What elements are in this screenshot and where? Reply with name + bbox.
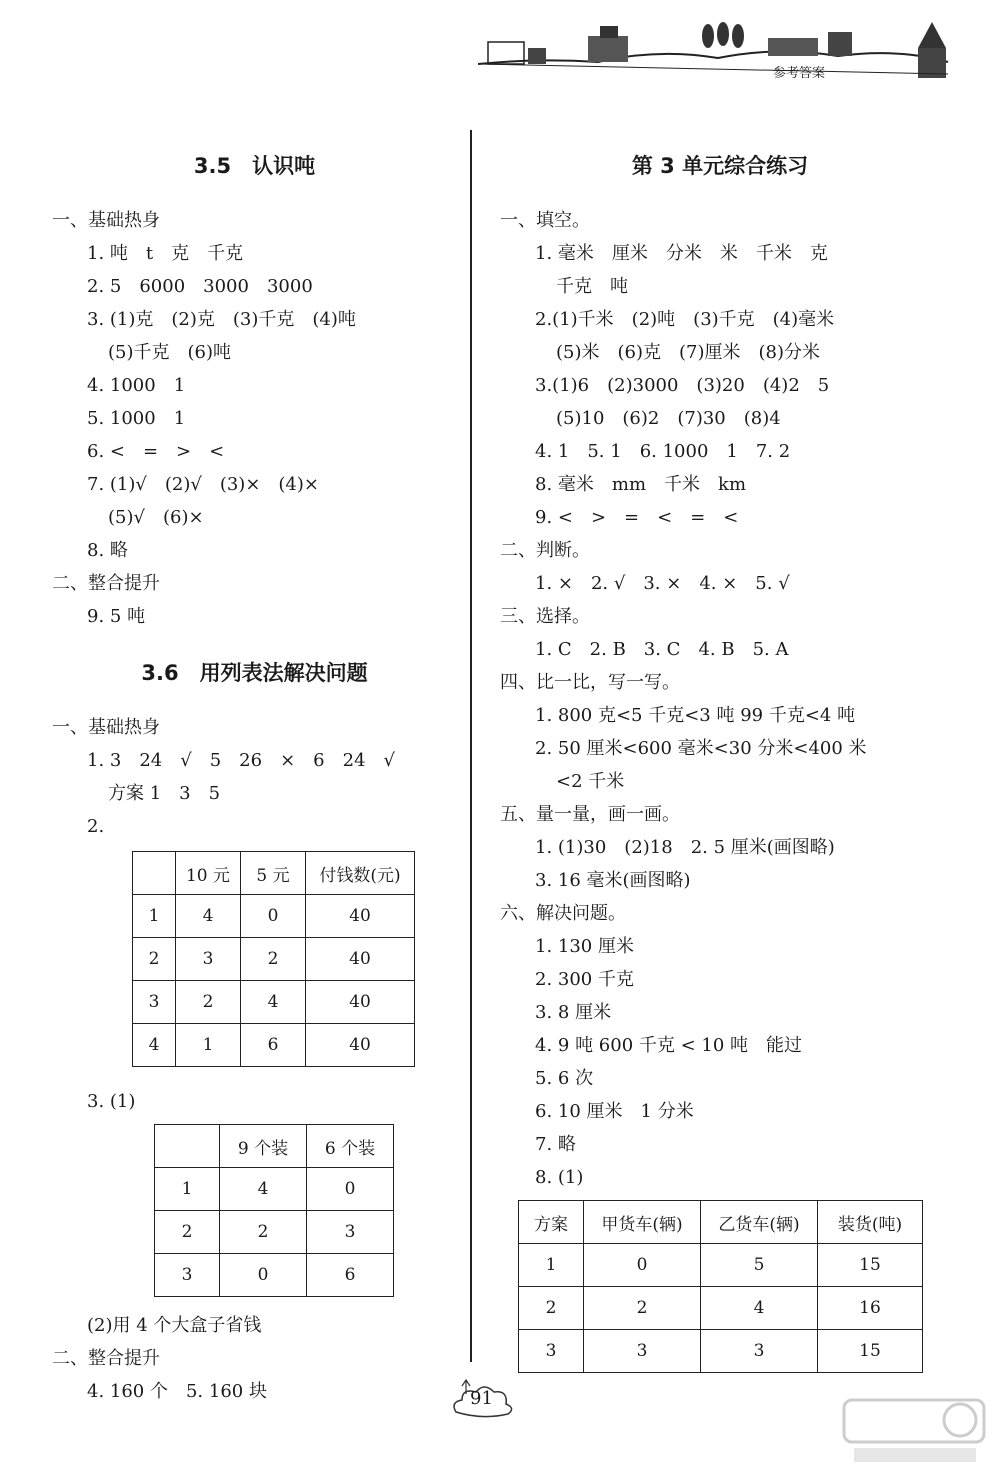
answer-line: 7. (1)√ (2)√ (3)× (4)× [87, 474, 319, 495]
table-header-row [133, 852, 415, 895]
answer-line: 1. 3 24 √ 5 26 × 6 24 √ [87, 750, 395, 771]
table-cell: 0 [307, 1168, 394, 1211]
section-3-6-answers-cont [52, 1309, 457, 1408]
table-cell: 0 [584, 1244, 701, 1287]
table-cell: 2 [584, 1287, 701, 1330]
table-cell: 40 [306, 938, 415, 981]
box-pack-table [154, 1124, 394, 1297]
table-cell: 5 [701, 1244, 818, 1287]
answer-line: <2 千米 [556, 771, 625, 792]
table-row [519, 1287, 923, 1330]
answer-line: 二、判断。 [500, 540, 590, 561]
watermark-logo [840, 1392, 990, 1472]
table-cell: 6 [241, 1024, 306, 1067]
answer-line: 6. 10 厘米 1 分米 [535, 1101, 694, 1122]
answer-line: 2. [87, 816, 105, 837]
header-label: 参考答案 [773, 66, 826, 81]
table-cell: 方案 [519, 1201, 584, 1244]
answer-line: 2. 300 千克 [535, 969, 634, 990]
answer-line: 1. 130 厘米 [535, 936, 634, 957]
answer-line: 1. 吨 t 克 千克 [87, 243, 244, 264]
answer-line: 2. 50 厘米<600 毫米<30 分米<400 米 [535, 738, 867, 759]
table-cell: 40 [306, 1024, 415, 1067]
table-cell: 2 [519, 1287, 584, 1330]
left-column [52, 140, 457, 1408]
table-cell: 3 [701, 1330, 818, 1373]
answer-line: 六、解决问题。 [500, 903, 626, 924]
table-cell: 6 个装 [307, 1125, 394, 1168]
table-row [155, 1211, 394, 1254]
table-cell: 3 [584, 1330, 701, 1373]
table-row [133, 895, 415, 938]
answer-line: 一、填空。 [500, 210, 590, 231]
table-cell: 3 [155, 1254, 220, 1297]
table-row [155, 1254, 394, 1297]
section-title-3-5: 3.5 认识吨 [193, 154, 316, 178]
table-cell: 4 [133, 1024, 176, 1067]
answer-line: 3. (1)克 (2)克 (3)千克 (4)吨 [87, 309, 356, 330]
answer-line: 1. 800 克<5 千克<3 吨 99 千克<4 吨 [535, 705, 856, 726]
answer-line: 4. 1 5. 1 6. 1000 1 7. 2 [535, 441, 791, 462]
answer-line: 五、量一量，画一画。 [500, 804, 680, 825]
table-cell: 甲货车(辆) [584, 1201, 701, 1244]
table-row [519, 1330, 923, 1373]
table-cell: 1 [133, 895, 176, 938]
payment-table [132, 851, 415, 1067]
table-cell: 1 [519, 1244, 584, 1287]
answer-line: 一、基础热身 [52, 717, 160, 738]
section-3-6-answers [52, 711, 457, 843]
answer-line: 1. C 2. B 3. C 4. B 5. A [535, 639, 789, 660]
answer-line: 三、选择。 [500, 606, 590, 627]
header-scenery-illustration [478, 18, 958, 88]
answer-line: 7. 略 [535, 1134, 576, 1155]
answer-line: 2.(1)千米 (2)吨 (3)千克 (4)毫米 [535, 309, 835, 330]
table-cell: 2 [220, 1211, 307, 1254]
answer-line: (2)用 4 个大盒子省钱 [87, 1315, 262, 1336]
answer-line: 8. 毫米 mm 千米 km [535, 474, 747, 495]
table-cell: 3 [176, 938, 241, 981]
answer-line: 3. 16 毫米(画图略) [535, 870, 691, 891]
table-cell: 1 [176, 1024, 241, 1067]
answer-line: 千克 吨 [556, 276, 628, 297]
answer-line: 二、整合提升 [52, 573, 160, 594]
table-header-row [155, 1125, 394, 1168]
answer-line: 8. 略 [87, 540, 128, 561]
table-cell: 装货(吨) [818, 1201, 923, 1244]
answer-line: 1. 毫米 厘米 分米 米 千米 克 [535, 243, 828, 264]
table-cell: 9 个装 [220, 1125, 307, 1168]
answer-line: (5)10 (6)2 (7)30 (8)4 [556, 408, 781, 429]
answer-line: 4. 160 个 5. 160 块 [87, 1381, 267, 1402]
answer-line: 9. < > = < = < [535, 507, 739, 528]
answer-line: 4. 9 吨 600 千克 < 10 吨 能过 [535, 1035, 803, 1056]
question-3-label: 3. (1) [87, 1091, 136, 1112]
table-cell: 3 [519, 1330, 584, 1373]
answer-line: 3.(1)6 (2)3000 (3)20 (4)2 5 [535, 375, 830, 396]
table-cell: 乙货车(辆) [701, 1201, 818, 1244]
table-cell: 4 [701, 1287, 818, 1330]
table-cell: 15 [818, 1244, 923, 1287]
column-divider [470, 130, 472, 1362]
table-cell [155, 1125, 220, 1168]
table-cell: 0 [241, 895, 306, 938]
table-row [519, 1244, 923, 1287]
answer-line: 1. (1)30 (2)18 2. 5 厘米(画图略) [535, 837, 835, 858]
page-number-badge [448, 1378, 518, 1420]
table-row [133, 938, 415, 981]
table-header-row [519, 1201, 923, 1244]
table-cell: 2 [155, 1211, 220, 1254]
table-row [133, 1024, 415, 1067]
table-cell: 15 [818, 1330, 923, 1373]
right-column [500, 140, 940, 1373]
table-cell: 40 [306, 981, 415, 1024]
table-row [133, 981, 415, 1024]
answer-line: 4. 1000 1 [87, 375, 186, 396]
table-cell: 3 [133, 981, 176, 1024]
answer-line: 2. 5 6000 3000 3000 [87, 276, 313, 297]
table-cell: 2 [133, 938, 176, 981]
answer-line: (5)千克 (6)吨 [108, 342, 231, 363]
table-cell: 3 [307, 1211, 394, 1254]
table-cell: 4 [241, 981, 306, 1024]
table-cell: 0 [220, 1254, 307, 1297]
table-cell: 2 [176, 981, 241, 1024]
answer-line: (5)√ (6)× [108, 507, 204, 528]
answer-line: 二、整合提升 [52, 1348, 160, 1369]
table-cell: 10 元 [176, 852, 241, 895]
table-cell: 5 元 [241, 852, 306, 895]
table-cell: 6 [307, 1254, 394, 1297]
table-row [155, 1168, 394, 1211]
answer-line: 8. (1) [535, 1167, 584, 1188]
unit-3-review-answers [500, 204, 940, 1194]
table-cell: 4 [176, 895, 241, 938]
answer-line: 5. 6 次 [535, 1068, 594, 1089]
answer-line: 6. < = > < [87, 441, 225, 462]
answer-line: 5. 1000 1 [87, 408, 186, 429]
truck-plan-table [518, 1200, 923, 1373]
table-cell: 16 [818, 1287, 923, 1330]
table-cell: 4 [220, 1168, 307, 1211]
unit-3-review-title: 第 3 单元综合练习 [631, 154, 809, 178]
section-3-5-answers [52, 204, 457, 633]
answer-line: 四、比一比，写一写。 [500, 672, 680, 693]
answer-line: (5)米 (6)克 (7)厘米 (8)分米 [556, 342, 820, 363]
section-title-3-6: 3.6 用列表法解决问题 [141, 661, 368, 685]
answer-line: 1. × 2. √ 3. × 4. × 5. √ [535, 573, 790, 594]
table-cell: 付钱数(元) [306, 852, 415, 895]
answer-line: 9. 5 吨 [87, 606, 146, 627]
answer-line: 方案 1 3 5 [108, 783, 221, 804]
page-number: 91 [470, 1388, 493, 1409]
table-cell [133, 852, 176, 895]
table-cell: 2 [241, 938, 306, 981]
table-cell: 1 [155, 1168, 220, 1211]
answer-line: 3. 8 厘米 [535, 1002, 612, 1023]
answer-line: 一、基础热身 [52, 210, 160, 231]
table-cell: 40 [306, 895, 415, 938]
